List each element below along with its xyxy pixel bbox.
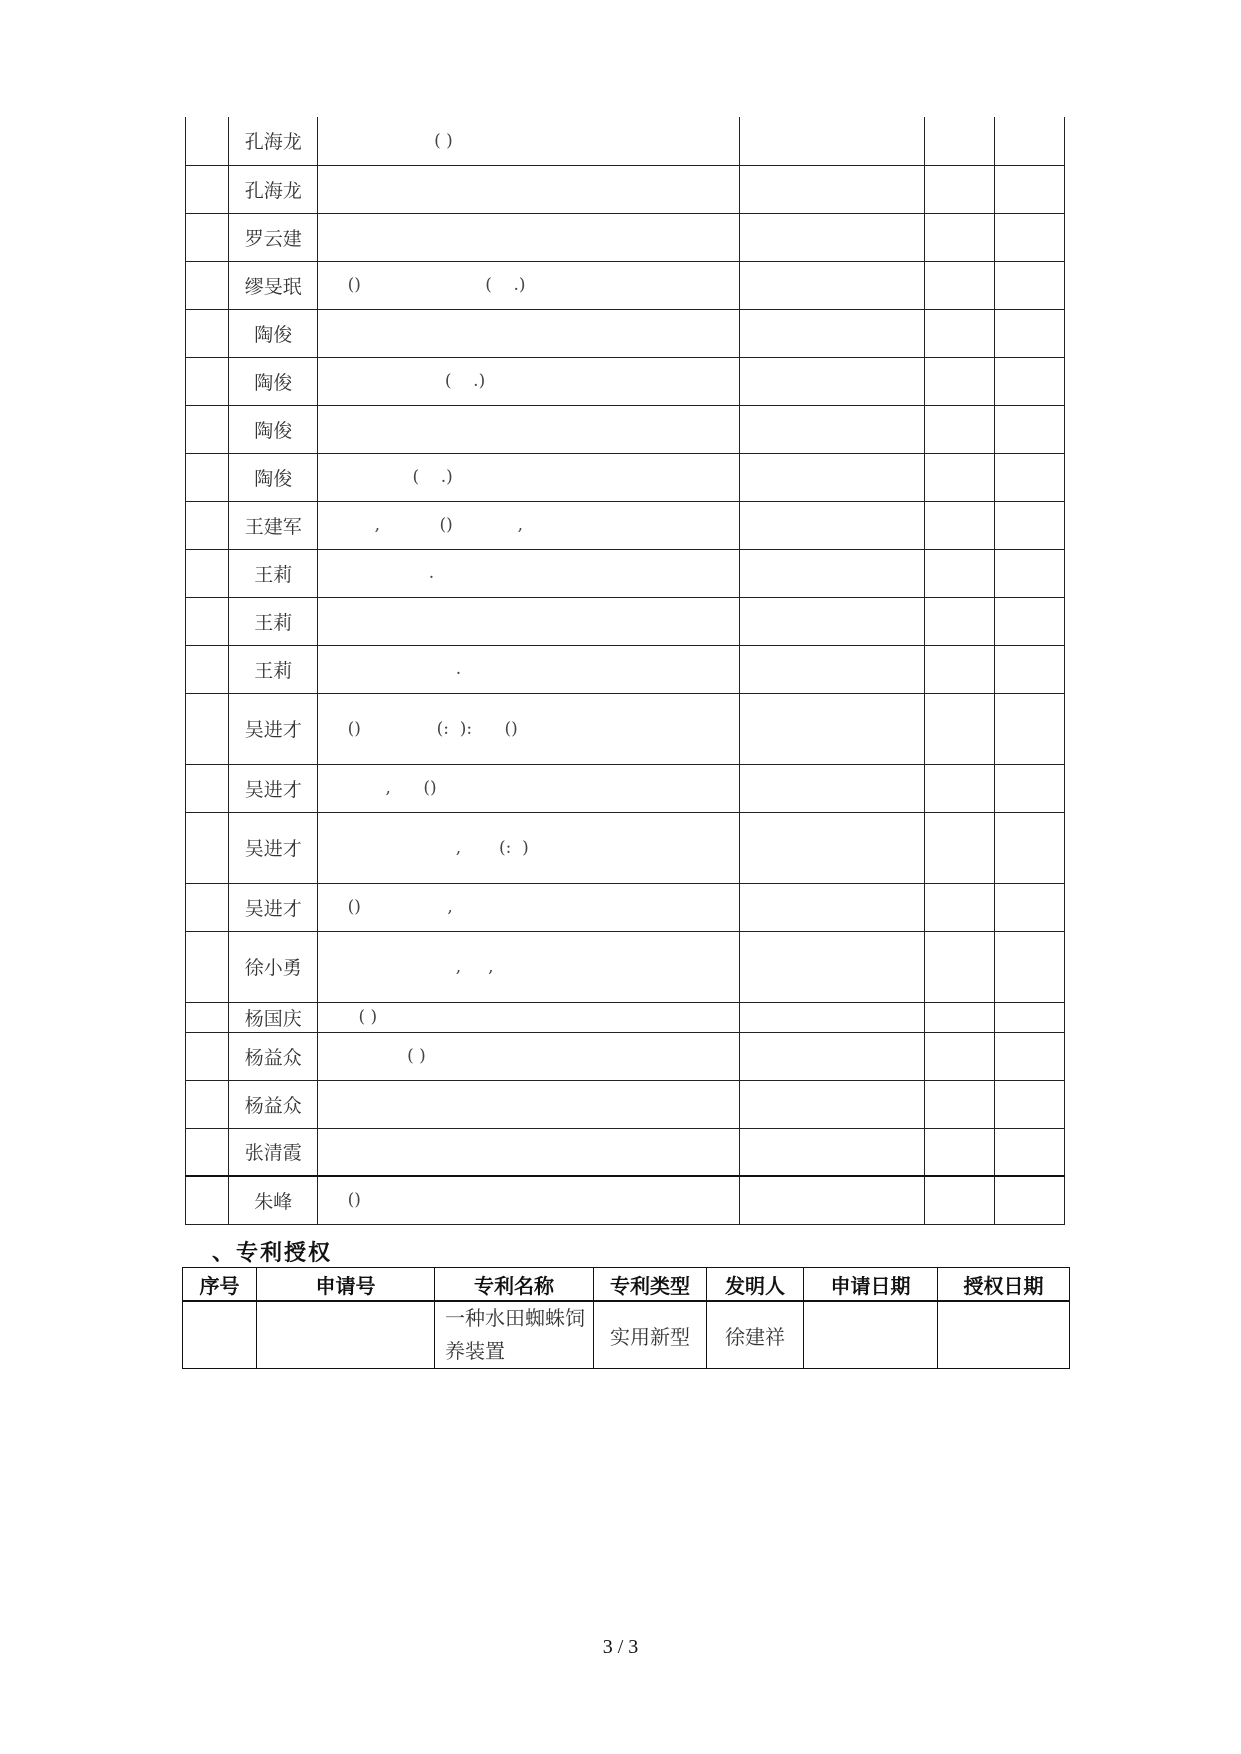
paper-journal-cell [740,645,924,693]
paper-note-cell [995,812,1065,883]
paper-title-cell: ( .) [318,357,740,405]
paper-index-cell [186,883,229,931]
patent-serial-no [183,1301,257,1369]
paper-index-cell [186,357,229,405]
papers-table [185,117,1065,1225]
paper-journal-cell [740,1002,924,1032]
paper-author-cell: 孔海龙 [229,117,318,165]
paper-author-cell: 陶俊 [229,309,318,357]
paper-journal-cell [740,453,924,501]
paper-index-cell [186,1032,229,1080]
paper-year-cell [924,1080,995,1128]
paper-author-cell: 吴进才 [229,764,318,812]
paper-author-cell: 孔海龙 [229,165,318,213]
paper-journal-cell [740,812,924,883]
page-number: 3 / 3 [602,1636,639,1658]
paper-title-cell: ( ) [318,1032,740,1080]
paper-journal-cell [740,549,924,597]
paper-year-cell [924,501,995,549]
patent-name: 一种水田蜘蛛饲养装置 [435,1301,594,1369]
table-row [186,117,1065,165]
paper-note-cell [995,693,1065,764]
paper-title-cell [318,309,740,357]
paper-index-cell [186,645,229,693]
paper-author-cell: 吴进才 [229,693,318,764]
table-row [186,165,1065,213]
paper-year-cell [924,812,995,883]
table-row [186,1002,1065,1032]
paper-index-cell [186,549,229,597]
paper-journal-cell [740,1176,924,1224]
table-row [186,1128,1065,1176]
paper-note-cell [995,931,1065,1002]
paper-index-cell [186,117,229,165]
paper-note-cell [995,549,1065,597]
paper-year-cell [924,117,995,165]
paper-author-cell: 王建军 [229,501,318,549]
header-application-no: 申请号 [257,1268,435,1302]
paper-note-cell [995,1002,1065,1032]
header-grant-date: 授权日期 [938,1268,1070,1302]
paper-title-cell: , (: ) [318,812,740,883]
paper-title-cell [318,213,740,261]
paper-title-cell: () (: ): () [318,693,740,764]
paper-note-cell [995,1032,1065,1080]
paper-title-cell: ( ) [318,117,740,165]
paper-author-cell: 张清霞 [229,1128,318,1176]
paper-year-cell [924,453,995,501]
paper-title-cell [318,1128,740,1176]
header-inventor: 发明人 [707,1268,804,1302]
paper-author-cell: 王莉 [229,597,318,645]
paper-note-cell [995,1080,1065,1128]
paper-year-cell [924,645,995,693]
paper-year-cell [924,764,995,812]
paper-title-cell: ( ) [318,1002,740,1032]
paper-year-cell [924,1002,995,1032]
paper-journal-cell [740,357,924,405]
table-row [183,1301,1070,1369]
table-row [186,1176,1065,1224]
patent-grant-date [938,1301,1070,1369]
paper-author-cell: 王莉 [229,645,318,693]
patent-type: 实用新型 [594,1301,707,1369]
paper-year-cell [924,597,995,645]
paper-index-cell [186,261,229,309]
paper-note-cell [995,501,1065,549]
paper-note-cell [995,764,1065,812]
paper-year-cell [924,357,995,405]
paper-author-cell: 罗云建 [229,213,318,261]
paper-index-cell [186,931,229,1002]
paper-author-cell: 徐小勇 [229,931,318,1002]
paper-journal-cell [740,213,924,261]
paper-index-cell [186,1128,229,1176]
paper-year-cell [924,693,995,764]
patent-inventor: 徐建祥 [707,1301,804,1369]
table-row [186,931,1065,1002]
header-patent-type: 专利类型 [594,1268,707,1302]
table-row [186,645,1065,693]
papers-table-body [186,117,1065,1224]
table-row [186,549,1065,597]
paper-index-cell [186,165,229,213]
paper-author-cell: 杨益众 [229,1080,318,1128]
table-row [186,812,1065,883]
paper-note-cell [995,213,1065,261]
paper-index-cell [186,501,229,549]
paper-title-cell: . [318,549,740,597]
paper-index-cell [186,693,229,764]
table-row [186,764,1065,812]
table-row [186,883,1065,931]
paper-index-cell [186,1080,229,1128]
paper-year-cell [924,405,995,453]
patent-application-no [257,1301,435,1369]
paper-title-cell: () ( .) [318,261,740,309]
paper-title-cell [318,405,740,453]
paper-journal-cell [740,501,924,549]
paper-year-cell [924,1176,995,1224]
paper-year-cell [924,1128,995,1176]
paper-title-cell: ( .) [318,453,740,501]
paper-journal-cell [740,1080,924,1128]
paper-journal-cell [740,261,924,309]
paper-title-cell: , () , [318,501,740,549]
header-application-date: 申请日期 [804,1268,938,1302]
paper-title-cell [318,165,740,213]
paper-note-cell [995,261,1065,309]
paper-journal-cell [740,764,924,812]
paper-year-cell [924,165,995,213]
paper-title-cell: . [318,645,740,693]
paper-note-cell [995,597,1065,645]
table-row [186,261,1065,309]
paper-author-cell: 朱峰 [229,1176,318,1224]
paper-note-cell [995,165,1065,213]
paper-journal-cell [740,597,924,645]
paper-year-cell [924,309,995,357]
paper-journal-cell [740,883,924,931]
paper-note-cell [995,645,1065,693]
patents-table [182,1267,1070,1369]
paper-author-cell: 杨益众 [229,1032,318,1080]
paper-index-cell [186,309,229,357]
table-row [186,453,1065,501]
patents-header-row [183,1268,1070,1302]
paper-note-cell [995,1128,1065,1176]
paper-title-cell: , () [318,764,740,812]
table-row [186,1032,1065,1080]
paper-title-cell: () [318,1176,740,1224]
paper-journal-cell [740,693,924,764]
paper-year-cell [924,213,995,261]
paper-index-cell [186,213,229,261]
paper-year-cell [924,261,995,309]
paper-journal-cell [740,309,924,357]
paper-title-cell [318,597,740,645]
paper-journal-cell [740,1032,924,1080]
table-row [186,309,1065,357]
paper-journal-cell [740,117,924,165]
paper-author-cell: 王莉 [229,549,318,597]
paper-year-cell [924,883,995,931]
paper-author-cell: 吴进才 [229,883,318,931]
paper-author-cell: 缪旻珉 [229,261,318,309]
paper-title-cell: () , [318,883,740,931]
paper-author-cell: 陶俊 [229,405,318,453]
paper-index-cell [186,764,229,812]
paper-journal-cell [740,931,924,1002]
paper-year-cell [924,1032,995,1080]
section-title-patents: 、专利授权 [212,1241,333,1266]
table-row [186,1080,1065,1128]
paper-index-cell [186,1176,229,1224]
paper-index-cell [186,453,229,501]
paper-note-cell [995,309,1065,357]
paper-note-cell [995,453,1065,501]
paper-index-cell [186,812,229,883]
paper-note-cell [995,883,1065,931]
paper-note-cell [995,405,1065,453]
table-row [186,693,1065,764]
paper-note-cell [995,117,1065,165]
paper-journal-cell [740,1128,924,1176]
paper-note-cell [995,357,1065,405]
paper-author-cell: 吴进才 [229,812,318,883]
table-row [186,501,1065,549]
patent-application-date [804,1301,938,1369]
paper-author-cell: 陶俊 [229,357,318,405]
paper-index-cell [186,1002,229,1032]
paper-year-cell [924,549,995,597]
table-row [186,597,1065,645]
table-row [186,405,1065,453]
table-row [186,357,1065,405]
paper-author-cell: 陶俊 [229,453,318,501]
header-patent-name: 专利名称 [435,1268,594,1302]
paper-title-cell: , , [318,931,740,1002]
paper-author-cell: 杨国庆 [229,1002,318,1032]
paper-note-cell [995,1176,1065,1224]
paper-journal-cell [740,165,924,213]
paper-journal-cell [740,405,924,453]
paper-index-cell [186,597,229,645]
paper-index-cell [186,405,229,453]
table-row [186,213,1065,261]
paper-title-cell [318,1080,740,1128]
header-serial-no: 序号 [183,1268,257,1302]
paper-year-cell [924,931,995,1002]
